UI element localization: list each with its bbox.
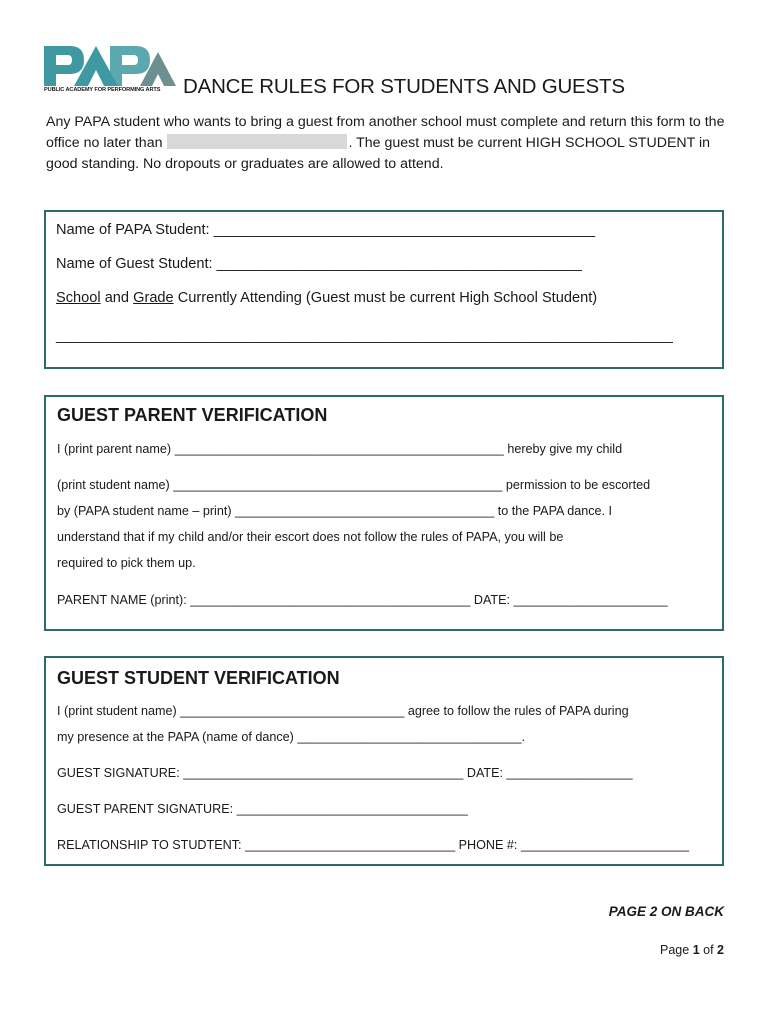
page-total: 2 — [717, 943, 724, 957]
student-name-label: (print student name) — [57, 478, 170, 492]
school-rest: Currently Attending (Guest must be current High School Student) — [177, 290, 598, 306]
relationship-field[interactable]: ______________________________ — [245, 838, 456, 852]
phone-label: PHONE #: — [458, 838, 518, 852]
guest-student-print-field[interactable]: ________________________________ — [180, 704, 405, 718]
dance-name-field[interactable]: ________________________________ — [297, 730, 522, 744]
school-word: School — [56, 290, 101, 306]
guest-student-field[interactable]: _____________________________________________ — [216, 256, 582, 272]
of-word: of — [703, 943, 714, 957]
parent-date-field[interactable]: ______________________ — [513, 593, 668, 607]
papa-student-field[interactable]: _______________________________________________ — [213, 222, 596, 238]
guest-parent-signature-row — [57, 802, 468, 816]
page-number — [660, 943, 724, 957]
school-field[interactable]: ____________________________________________________________________________ — [56, 328, 673, 344]
guest-signature-row — [57, 766, 633, 780]
guest-date-field[interactable]: __________________ — [506, 766, 633, 780]
papa-student-row — [56, 222, 595, 238]
parent-line-1-end: hereby give my child — [507, 442, 623, 456]
papa-student-label: Name of PAPA Student: — [56, 222, 210, 238]
guest-parent-signature-field[interactable]: _________________________________ — [236, 802, 468, 816]
parent-name-print-row — [57, 593, 668, 607]
page-title: DANCE RULES FOR STUDENTS AND GUESTS — [183, 75, 625, 98]
guest-signature-field[interactable]: ________________________________________ — [183, 766, 464, 780]
guest-date-label: DATE: — [466, 766, 504, 780]
guest-signature-label: GUEST SIGNATURE: — [57, 766, 180, 780]
intro-paragraph — [46, 112, 726, 175]
intro-text-1: Any PAPA student who wants to bring a guest from another school must complete and return this form to the office no later than — [46, 114, 725, 151]
redacted-date — [167, 134, 347, 149]
dance-name-label: my presence at the PAPA (name of dance) — [57, 730, 294, 744]
and-word: and — [104, 290, 130, 306]
relationship-label: RELATIONSHIP TO STUDTENT: — [57, 838, 242, 852]
parent-line-4: understand that if my child and/or their escort does not follow the rules of PAPA, you will be — [57, 530, 564, 544]
intro-text-2: . The guest must be current HIGH SCHOOL STUDENT in good standing. No dropouts or graduates are allowed to attend. — [46, 135, 711, 172]
page-2-notice: PAGE 2 ON BACK — [608, 904, 724, 919]
school-grade-row — [56, 290, 597, 306]
parent-line-1 — [57, 442, 622, 456]
parent-name-field[interactable]: _______________________________________________ — [174, 442, 504, 456]
page-current: 1 — [692, 943, 700, 957]
parent-name-label: I (print parent name) — [57, 442, 172, 456]
student-line-2 — [57, 730, 525, 744]
phone-field[interactable]: ________________________ — [520, 838, 690, 852]
logo-subtitle: PUBLIC ACADEMY FOR PERFORMING ARTS — [44, 86, 176, 94]
guest-student-verification-box — [44, 656, 724, 866]
student-line-1 — [57, 704, 629, 718]
guest-parent-signature-label: GUEST PARENT SIGNATURE: — [57, 802, 234, 816]
grade-word: Grade — [133, 290, 174, 306]
parent-name-print-field[interactable]: ________________________________________ — [190, 593, 471, 607]
parent-line-5: required to pick them up. — [57, 556, 196, 570]
student-line-1-end: agree to follow the rules of PAPA during — [407, 704, 629, 718]
guest-student-label: Name of Guest Student: — [56, 256, 213, 272]
student-verification-heading: GUEST STUDENT VERIFICATION — [57, 668, 340, 688]
guest-parent-verification-box — [44, 395, 724, 631]
student-line-2-end: . — [521, 730, 525, 744]
papa-logo — [44, 46, 176, 96]
parent-name-print-label: PARENT NAME (print): — [57, 593, 187, 607]
parent-verification-heading: GUEST PARENT VERIFICATION — [57, 405, 328, 425]
relationship-row — [57, 838, 689, 852]
parent-line-2 — [57, 478, 650, 492]
parent-line-2-end: permission to be escorted — [505, 478, 651, 492]
papa-escort-label: by (PAPA student name – print) — [57, 504, 232, 518]
page-word: Page — [660, 943, 690, 957]
parent-line-3-end: to the PAPA dance. I — [497, 504, 613, 518]
school-field-row — [56, 328, 673, 344]
guest-student-row — [56, 256, 582, 272]
parent-line-3 — [57, 504, 612, 518]
student-name-field[interactable]: _______________________________________________ — [173, 478, 503, 492]
student-names-box — [44, 210, 724, 369]
papa-escort-field[interactable]: _____________________________________ — [235, 504, 495, 518]
parent-date-label: DATE: — [473, 593, 511, 607]
guest-student-print-label: I (print student name) — [57, 704, 177, 718]
